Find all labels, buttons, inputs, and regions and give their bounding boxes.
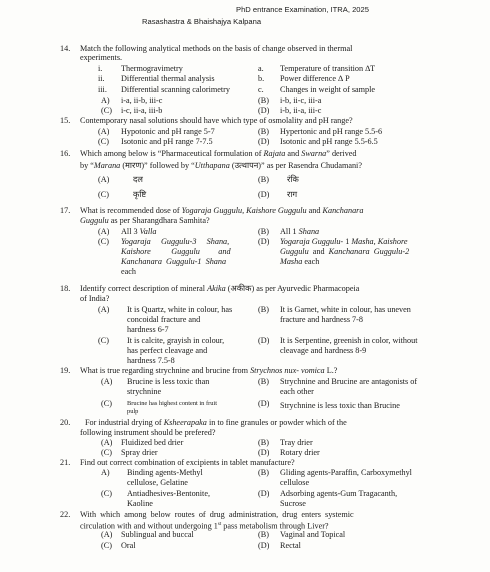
option-text: रंकि [287,175,299,184]
match-change: Temperature of transition ∆T [280,64,376,73]
option-key: (C) [98,137,109,146]
match-letter: c. [258,85,264,94]
option-text: Kanchanara Guggulu-1 Shana [121,257,227,266]
option-key: (C) [101,541,112,550]
option-key: (C) [101,448,112,457]
option-key: (B) [258,96,269,105]
option-key: (D) [258,541,270,550]
option-text: pulp [127,408,139,415]
option-key: (C) [101,399,112,408]
option-key: (D) [258,489,270,498]
option-text: दल [133,175,143,184]
match-change: Power difference ∆ P [280,74,350,83]
option-text: i-b, ii-c, iii-a [280,96,322,105]
option-key: A) [101,96,110,105]
option-key: (C) [98,237,109,246]
option-key: (D) [258,448,270,457]
match-method: Thermogravimetry [121,64,183,73]
question-number: 14. [60,44,71,53]
option-text: i-a, ii-b, iii-c [121,96,163,105]
option-text: It is Serpentine, greenish in color, without [280,336,418,345]
option-text: Vaginal and Topical [280,530,346,539]
option-key: (A) [101,377,113,386]
option-text: Sublingual and buccal [121,530,194,539]
option-text: All 1 Shana [280,227,320,236]
match-roman: iii. [98,85,107,94]
question-stem: following instrument should be prefered? [80,428,216,437]
question-number: 16. [60,149,71,158]
option-text: cleavage and hardness 8-9 [280,346,367,355]
option-text: Sucrose [280,499,306,508]
option-key: (A) [101,530,113,539]
option-key: (B) [258,438,269,447]
option-text: Rectal [280,541,301,550]
question-stem: by “Marana (मारण)” followed by “Utthapana (उत्थापन)” as per Rasendra Chudamani? [80,161,362,170]
option-key: (B) [258,530,269,539]
option-text: Kaishore Guggulu and [121,247,231,256]
option-text: Hypertonic and pH range 5.5-6 [280,127,383,136]
question-number: 18. [60,284,71,293]
question-stem: Which among below is “Pharmaceutical formulation of Rajata and Swarna” derived [80,149,357,158]
question-stem: What is recommended dose of Yogaraja Guggulu, Kaishore Guggulu and Kanchanara [80,206,364,215]
question-stem: experiments. [80,53,123,62]
match-method: Differential thermal analysis [121,74,215,83]
question-stem: What is true regarding strychnine and brucine from Strychnos nux- vomica L.? [80,366,338,375]
option-text: i-b, ii-a, iii-c [280,106,322,115]
question-stem: Find out correct combination of excipients in tablet manufacture? [80,458,295,467]
match-letter: b. [258,74,265,83]
option-text: Brucine has highest content in fruit [127,400,217,407]
option-text: Brucine is less toxic than [127,377,210,386]
option-text: Guggulu and Kanchanara Guggulu-2 [280,247,410,256]
option-text: hardness 6-7 [127,325,169,334]
question-stem: Contemporary nasal solutions should have which type of osmolality and pH range? [80,116,353,125]
option-text: It is calcite, grayish in colour, [127,336,225,345]
option-text: Spray drier [121,448,158,457]
match-roman: ii. [98,74,105,83]
question-number: 17. [60,206,71,215]
option-text: i-c, ii-a, iii-b [121,106,163,115]
match-roman: i. [98,64,103,73]
option-key: (A) [98,305,110,314]
match-letter: a. [258,64,264,73]
option-key: (B) [258,305,269,314]
option-text: Rotary drier [280,448,320,457]
option-text: hardness 7.5-8 [127,356,175,365]
option-key: (B) [258,175,269,184]
option-text: Isotonic and pH range 7-7.5 [121,137,213,146]
option-key: (A) [101,438,113,447]
option-text: It is Garnet, white in colour, has uneven [280,305,411,314]
option-text: Gliding agents-Paraffin, Carboxymethyl [280,468,412,477]
exam-title: PhD entrance Examination, ITRA, 2025 [236,5,369,14]
option-key: (D) [258,336,270,345]
option-text: fracture and hardness 7-8 [280,315,363,324]
option-text: concoidal fracture and [127,315,201,324]
question-number: 21. [60,458,71,467]
option-key: (A) [98,175,110,184]
option-text: Tray drier [280,438,313,447]
option-text: Hypotonic and pH range 5-7 [121,127,215,136]
option-text: Oral [121,541,136,550]
option-key: (C) [101,489,112,498]
option-text: Strychnine and Brucine are antagonists of [280,377,418,386]
option-text: Isotonic and pH range 5.5-6.5 [280,137,378,146]
option-text: each [121,267,136,276]
option-key: (A) [98,227,110,236]
option-text: cellulose, Gelatine [127,478,188,487]
option-text: Adsorbing agents-Gum Tragacanth, [280,489,398,498]
option-key: (B) [258,377,269,386]
option-text: It is Quartz, white in colour, has [127,305,233,314]
question-stem: of India? [80,294,110,303]
option-text: Yogaraja Guggulu-3 Shana, [121,237,230,246]
question-stem: For industrial drying of Ksheerapaka in to fine granules or powder which of the [85,418,347,427]
question-number: 22. [60,510,71,519]
option-text: has perfect cleavage and [127,346,208,355]
option-text: Antiadhesives-Bentonite, [127,489,210,498]
option-key: (D) [258,106,270,115]
question-stem: With which among below routes of drug administration, drug enters systemic [80,510,354,519]
match-method: Differential scanning calorimetry [121,85,230,94]
option-key: (B) [258,468,269,477]
option-key: A) [101,468,110,477]
option-key: (A) [98,127,110,136]
option-key: (D) [258,399,270,408]
question-number: 20. [60,418,71,427]
question-stem: circulation with and without undergoing 1st pass metabolism through Liver? [80,521,329,531]
option-key: (B) [258,127,269,136]
option-text: each other [280,387,314,396]
option-text: Strychnine is less toxic than Brucine [280,401,400,410]
question-stem: Guggulu as per Sharangdhara Samhita? [80,216,210,225]
option-text: strychnine [127,387,162,396]
option-text: Binding agents-Methyl [127,468,203,477]
option-text: cellulose [280,478,310,487]
option-text: Kaoline [127,499,153,508]
option-text: Masha each [280,257,320,266]
question-number: 15. [60,116,71,125]
option-text: Yogaraja Guggulu- 1 Masha, Kaishore [280,237,408,246]
question-number: 19. [60,366,71,375]
option-key: (C) [98,190,109,199]
option-text: राग [287,190,298,199]
option-key: (D) [258,137,270,146]
question-stem: Match the following analytical methods on the basis of change observed in thermal [80,44,353,53]
question-stem: Identify correct description of mineral Akika (अकीक) as per Ayurvedic Pharmacopeia [80,284,360,293]
option-key: (D) [258,237,270,246]
match-change: Changes in weight of sample [280,85,376,94]
option-key: (B) [258,227,269,236]
option-key: (C) [101,106,112,115]
option-text: All 3 Valla [121,227,157,236]
option-text: Fluidized bed drier [121,438,184,447]
option-text: कृष्टि [133,190,147,199]
option-key: (D) [258,190,270,199]
option-key: (C) [98,336,109,345]
exam-subtitle: Rasashastra & Bhaishajya Kalpana [142,17,262,26]
